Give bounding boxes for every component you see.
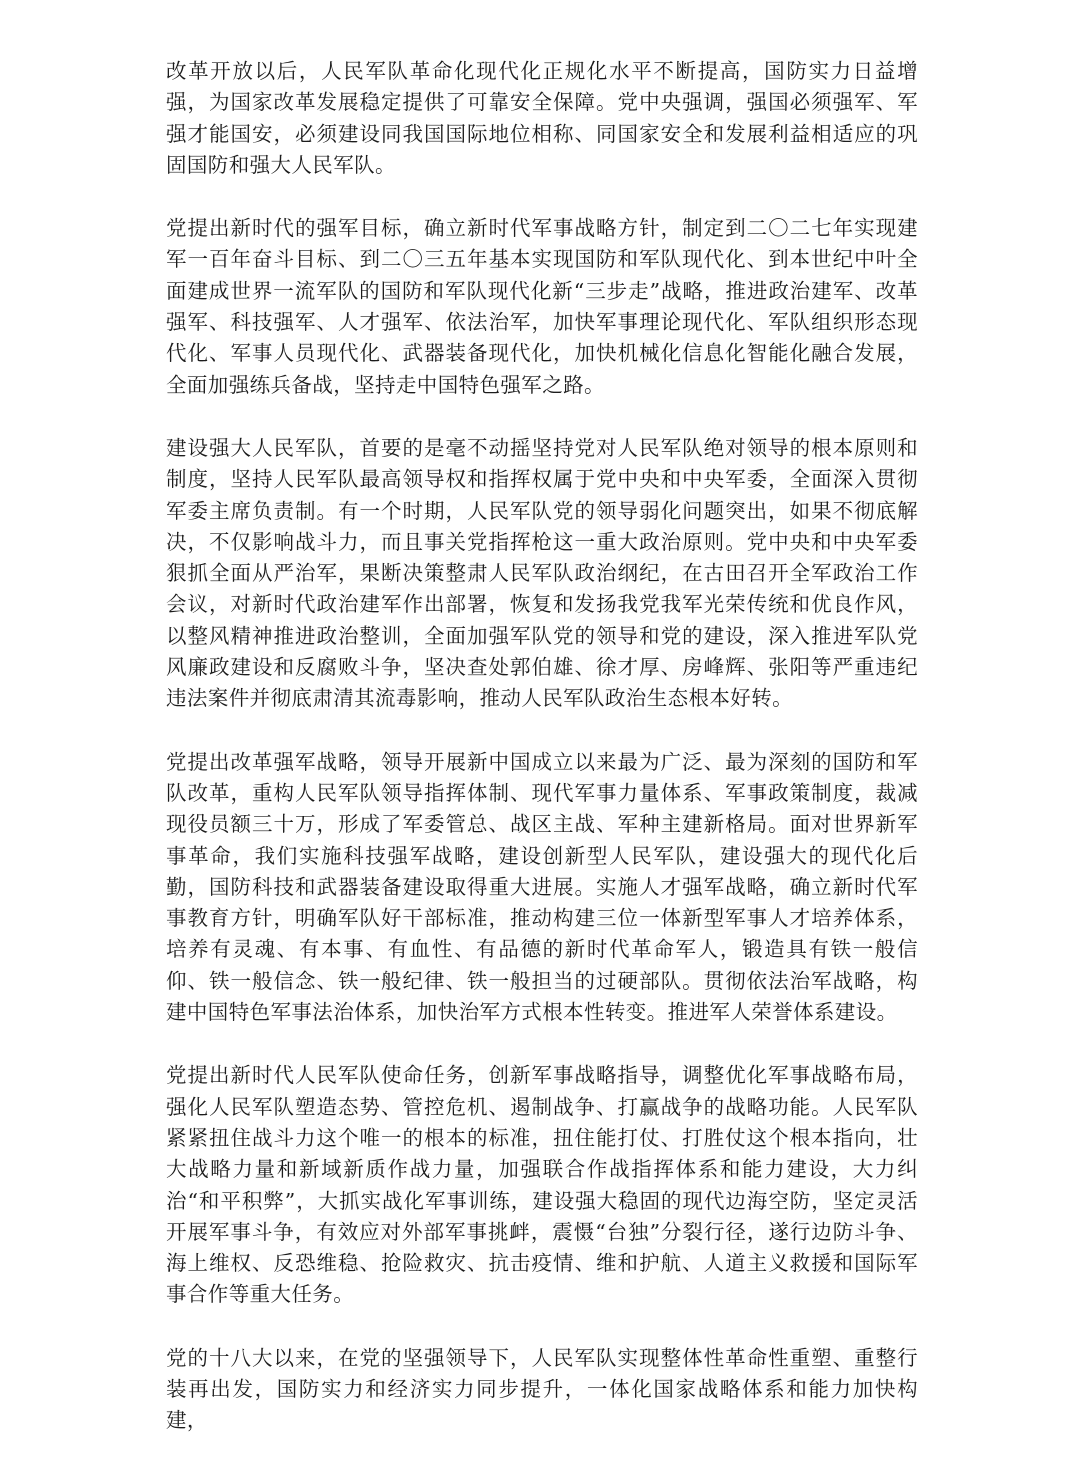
article-body — [166, 56, 918, 1469]
paragraph-reform-opening: 改革开放以后，人民军队革命化现代化正规化水平不断提高，国防实力日益增强，为国家改革发展稳定提供了可靠安全保障。党中央强调，强国必须强军、军强才能国安，必须建设同我国国际地位相称、同国家安全和发展利益相适应的巩固国防和强大人民军队。 — [166, 59, 918, 177]
paragraph-strong-army-goal: 党提出新时代的强军目标，确立新时代军事战略方针，制定到二〇二七年实现建军一百年奋斗目标、到二〇三五年基本实现国防和军队现代化、到本世纪中叶全面建成世界一流军队的国防和军队现代化新“三步走”战略，推进政治建军、改革强军、科技强军、人才强军、依法治军，加快军事理论现代化、军队组织形态现代化、军事人员现代化、武器装备现代化，加快机械化信息化智能化融合发展，全面加强练兵备战，坚持走中国特色强军之路。 — [166, 216, 918, 397]
paragraph-since-18th-congress: 党的十八大以来，在党的坚强领导下，人民军队实现整体性革命性重塑、重整行装再出发，国防实力和经济实力同步提升，一体化国家战略体系和能力加快构建， — [166, 1345, 918, 1433]
paragraph-reform-strategy: 党提出改革强军战略，领导开展新中国成立以来最为广泛、最为深刻的国防和军队改革，重构人民军队领导指挥体制、现代军事力量体系、军事政策制度，裁减现役员额三十万，形成了军委管总、战区主战、军种主建新格局。面对世界新军事革命，我们实施科技强军战略，建设创新型人民军队，建设强大的现代化后勤，国防科技和武器装备建设取得重大进展。实施人才强军战略，确立新时代军事教育方针，明确军队好干部标准，推动构建三位一体新型军事人才培养体系，培养有灵魂、有本事、有血性、有品德的新时代革命军人，锻造具有铁一般信仰、铁一般信念、铁一般纪律、铁一般担当的过硬部队。贯彻依法治军战略，构建中国特色军事法治体系，加快治军方式根本性转变。推进军人荣誉体系建设。 — [166, 749, 918, 1025]
paragraph-mission-tasks: 党提出新时代人民军队使命任务，创新军事战略指导，调整优化军事战略布局，强化人民军队塑造态势、管控危机、遏制战争、打赢战争的战略功能。人民军队紧紧扭住战斗力这个唯一的根本的标准，扭住能打仗、打胜仗这个根本指向，壮大战略力量和新域新质作战力量，加强联合作战指挥体系和能力建设，大力纠治“和平积弊”，大抓实战化军事训练，建设强大稳固的现代边海空防，坚定灵活开展军事斗争，有效应对外部军事挑衅，震慑“台独”分裂行径，遂行边防斗争、海上维权、反恐维稳、抢险救灾、抗击疫情、维和护航、人道主义救援和国际军事合作等重大任务。 — [166, 1063, 918, 1307]
paragraph-party-leadership: 建设强大人民军队，首要的是毫不动摇坚持党对人民军队绝对领导的根本原则和制度，坚持人民军队最高领导权和指挥权属于党中央和中央军委，全面深入贯彻军委主席负责制。有一个时期，人民军队党的领导弱化问题突出，如果不彻底解决，不仅影响战斗力，而且事关党指挥枪这一重大政治原则。党中央和中央军委狠抓全面从严治军，果断决策整肃人民军队政治纲纪，在古田召开全军政治工作会议，对新时代政治建军作出部署，恢复和发扬我党我军光荣传统和优良作风，以整风精神推进政治整训，全面加强军队党的领导和党的建设，深入推进军队党风廉政建设和反腐败斗争，坚决查处郭伯雄、徐才厚、房峰辉、张阳等严重违纪违法案件并彻底肃清其流毒影响，推动人民军队政治生态根本好转。 — [166, 435, 918, 711]
